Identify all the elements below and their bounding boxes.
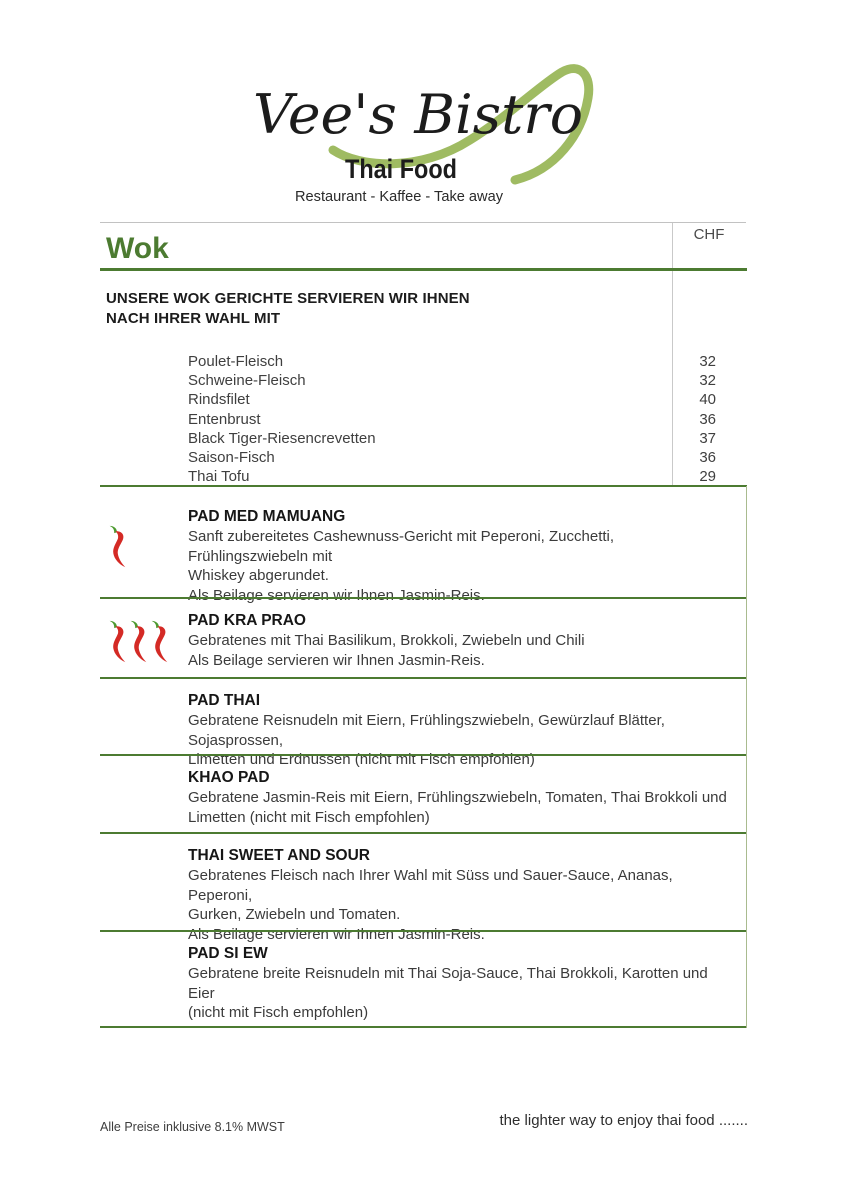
- intro-line-1: UNSERE WOK GERICHTE SERVIEREN WIR IHNEN: [106, 290, 470, 307]
- protein-row: [188, 467, 716, 486]
- table-top-rule: [100, 222, 746, 223]
- dish-description-line: Gebratene breite Reisnudeln mit Thai Soja-Sauce, Thai Brokkoli, Karotten und Eier: [188, 965, 708, 1002]
- dish-description-line: Gebratenes Fleisch nach Ihrer Wahl mit Süss und Sauer-Sauce, Ananas, Peperoni,: [188, 867, 673, 904]
- protein-name: Thai Tofu: [188, 468, 250, 486]
- dish-description-line: Als Beilage servieren wir Ihnen Jasmin-Reis.: [188, 651, 485, 669]
- dish-title: PAD THAI: [188, 692, 261, 709]
- protein-row: [188, 390, 716, 409]
- footer-slogan: the lighter way to enjoy thai food .......: [499, 1112, 748, 1129]
- dish-description: [188, 527, 735, 605]
- dish-description-line: Gurken, Zwiebeln und Tomaten.: [188, 906, 401, 923]
- page-title: Wok: [106, 232, 169, 265]
- dish-title: PAD KRA PRAO: [188, 612, 306, 629]
- dish-description: [188, 788, 735, 827]
- dish-description: [188, 631, 735, 670]
- logo: [235, 45, 615, 210]
- dish-title: PAD MED MAMUANG: [188, 508, 346, 525]
- protein-row: [188, 410, 716, 429]
- dish-description-line: Whiskey abgerundet.: [188, 567, 329, 584]
- dish-description-line: Limetten und Erdnüssen (nicht mit Fisch empfohlen): [188, 751, 535, 768]
- dish-description-line: Gebratenes mit Thai Basilikum, Brokkoli, Zwiebeln und Chili: [188, 632, 585, 649]
- sections-bottom-rule: [100, 1026, 747, 1028]
- protein-name: Saison-Fisch: [188, 449, 275, 467]
- dish-title: KHAO PAD: [188, 769, 270, 786]
- protein-price: 36: [699, 449, 716, 467]
- dish-description-line: Sanft zubereitetes Cashewnuss-Gericht mit Peperoni, Zucchetti, Frühlingszwiebeln mit: [188, 528, 615, 565]
- protein-name: Poulet-Fleisch: [188, 353, 284, 370]
- chili-icon: [105, 524, 129, 568]
- protein-row: [188, 429, 716, 448]
- dish-list: [100, 485, 747, 1026]
- dish-title: PAD SI EW: [188, 945, 268, 962]
- dish-title: THAI SWEET AND SOUR: [188, 847, 370, 864]
- dish-section: [100, 930, 747, 1026]
- intro-line-2: NACH IHRER WAHL MIT: [106, 310, 281, 327]
- dish-section: [100, 677, 747, 768]
- spice-indicator: [105, 524, 126, 568]
- logo-wordmark: Vee's Bistro: [253, 83, 583, 146]
- dish-description-line: Als Beilage servieren wir Ihnen Jasmin-Reis.: [188, 586, 485, 604]
- currency-header: CHF: [693, 226, 725, 243]
- dish-description-line: Gebratene Jasmin-Reis mit Eiern, Frühlingszwiebeln, Tomaten, Thai Brokkoli und: [188, 789, 727, 806]
- protein-price: 36: [699, 410, 716, 428]
- chili-icon: [147, 619, 171, 663]
- dish-description: [188, 964, 735, 1023]
- protein-list: [188, 352, 716, 486]
- protein-name: Schweine-Fleisch: [188, 372, 306, 390]
- spice-indicator: [105, 619, 168, 663]
- protein-price: 29: [699, 468, 716, 486]
- protein-name: Rindsfilet: [188, 391, 250, 409]
- footer-note: Alle Preise inklusive 8.1% MWST: [100, 1120, 285, 1134]
- logo-tagline: Restaurant - Kaffee - Take away: [295, 188, 504, 205]
- dish-section: [100, 597, 747, 677]
- dish-description-line: Als Beilage servieren wir Ihnen Jasmin-Reis.: [188, 925, 485, 943]
- protein-price: 32: [699, 372, 716, 390]
- dish-description-line: Limetten (nicht mit Fisch empfohlen): [188, 808, 430, 826]
- logo-subtitle: Thai Food: [345, 154, 457, 184]
- protein-price: 40: [699, 391, 716, 409]
- dish-section: [100, 832, 747, 943]
- header-rule: [100, 268, 747, 271]
- dish-section: [100, 485, 747, 604]
- protein-name: Black Tiger-Riesencrevetten: [188, 429, 376, 447]
- dish-description-line: (nicht mit Fisch empfohlen): [188, 1004, 369, 1021]
- protein-price: 37: [699, 429, 716, 447]
- protein-row: [188, 448, 716, 467]
- intro-text: [106, 289, 470, 329]
- protein-price: 32: [699, 353, 716, 370]
- sections-right-border: [746, 486, 747, 1028]
- protein-name: Entenbrust: [188, 410, 261, 428]
- dish-description-line: Gebratene Reisnudeln mit Eiern, Frühlingszwiebeln, Gewürzlauf Blätter, Sojasprossen,: [188, 712, 665, 749]
- protein-row: [188, 352, 716, 371]
- dish-section: [100, 754, 747, 832]
- protein-row: [188, 371, 716, 390]
